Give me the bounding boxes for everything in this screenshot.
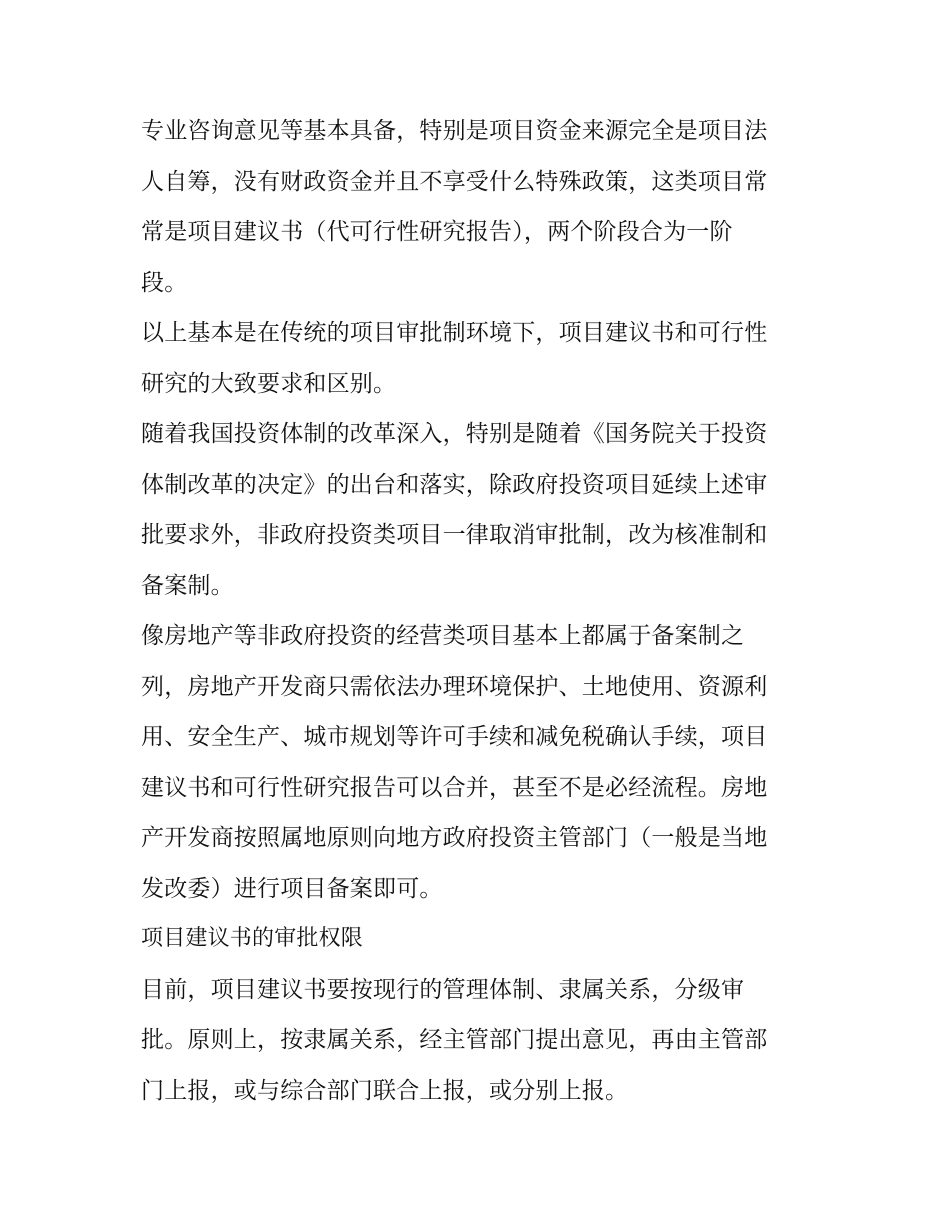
text-line: 以上基本是在传统的项目审批制环境下，项目建议书和可行性 [141,320,768,346]
text-line: 产开发商按照属地原则向地方政府投资主管部门（一般是当地 [141,825,768,851]
text-line: 用、安全生产、城市规划等许可手续和减免税确认手续，项目 [141,724,768,750]
text-line: 像房地产等非政府投资的经营类项目基本上都属于备案制之 [141,623,745,649]
text-line: 发改委）进行项目备案即可。 [141,875,443,902]
text-line: 列，房地产开发商只需依法办理环境保护、土地使用、资源利 [141,673,768,700]
text-line: 人自筹，没有财政资金并且不享受什么特殊政策，这类项目常 [141,168,768,195]
text-line: 批。原则上，按隶属关系，经主管部门提出意见，再由主管部 [141,1027,768,1053]
text-line: 随着我国投资体制的改革深入，特别是随着《国务院关于投资 [141,421,768,447]
section-heading-text: 项目建议书的审批权限 [141,926,364,951]
text-line: 批要求外，非政府投资类项目一律取消审批制，改为核准制和 [141,522,768,548]
paragraph-traditional-approval [141,308,821,409]
text-line: 专业咨询意见等基本具备，特别是项目资金来源完全是项目法 [141,118,768,144]
text-line: 研究的大致要求和区别。 [141,370,397,397]
paragraph-funding-sources [141,106,821,308]
section-heading [141,914,821,965]
text-line: 体制改革的决定》的出台和落实，除政府投资项目延续上述审 [141,471,768,498]
text-line: 目前，项目建议书要按现行的管理体制、隶属关系，分级审 [141,976,745,1003]
text-line: 门上报，或与综合部门联合上报，或分别上报。 [141,1077,629,1104]
paragraph-real-estate-filing [141,611,821,914]
text-line: 段。 [141,269,188,296]
text-line: 备案制。 [141,572,234,599]
paragraph-approval-authority [141,965,821,1117]
text-line: 常是项目建议书（代可行性研究报告），两个阶段合为一阶 [141,219,733,245]
text-line: 建议书和可行性研究报告可以合并，甚至不是必经流程。房地 [141,774,768,801]
document-body [141,106,821,1116]
paragraph-investment-reform [141,409,821,611]
